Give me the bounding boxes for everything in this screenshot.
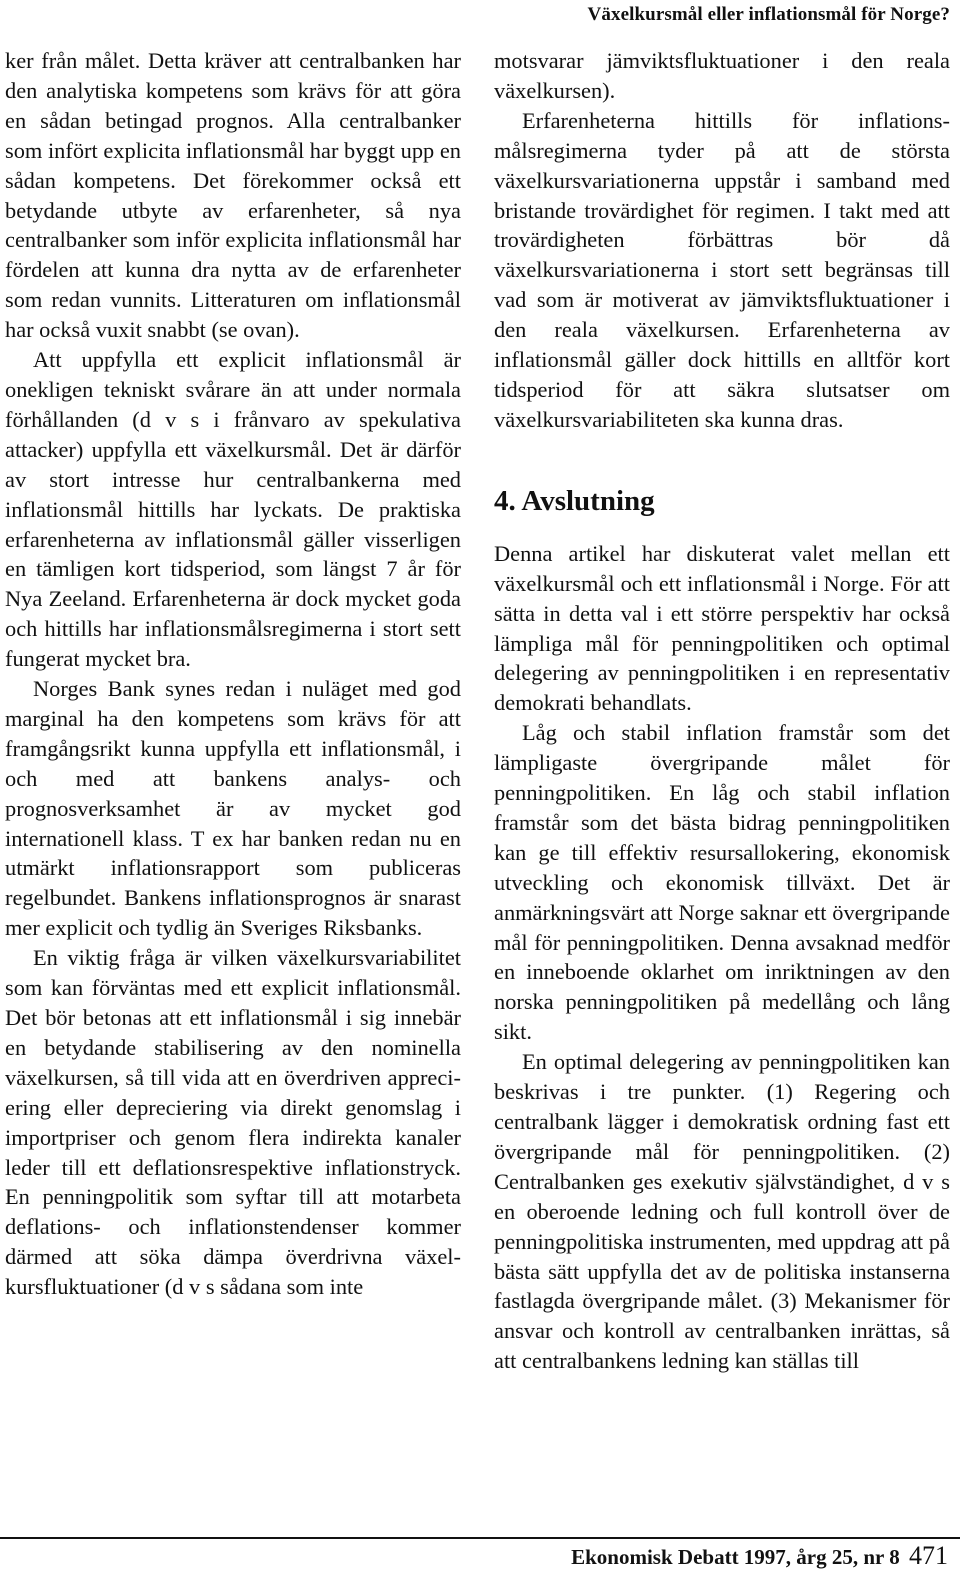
journal-citation: Ekonomisk Debatt 1997, årg 25, nr 8 — [571, 1545, 900, 1569]
paragraph: Låg och stabil inflation framstår som det lämpligaste övergripande målet för penningpolitiken. En låg och stabil inflation framstår som det bästa bidrag penningpolitiken kan ge till effektiv resursallokering, ekonomisk utveckling och ekonomisk tillväxt. Det är anmärkningsvärt att Norge saknar ett övergripande mål för penningpolitiken. Denna avsaknad medför en inneboende oklarhet om inriktningen av den norska penningpolitiken på medellång och lång sikt. — [494, 720, 950, 1045]
footer-rule — [0, 1537, 960, 1539]
paragraph: Denna artikel har diskuterat valet mellan ett växelkursmål och ett inflationsmål i Norge. För att sätta in detta val i ett större perspektiv har också lämpliga mål för penningpolitiken och optimal delegering av penningpolitiken i en representativ demokrati behandlats. — [494, 540, 950, 716]
paragraph: ker från målet. Detta kräver att centralbanken har den analytiska kompetens som krävs för att göra en sådan betingad prognos. Alla centralbanker som infört explicita inflationsmål har byggt upp en sådan kompetens. Det förekommer också ett betydande utbyte av erfarenheter, så nya centralbanker som inför explicita inflationsmål har fördelen att kunna dra nytta av de erfarenheter som redan vunnits. Litteraturen om inflationsmål har också vuxit snabbt (se ovan). — [5, 48, 461, 343]
left-column — [5, 46, 461, 1302]
paragraph: En optimal delegering av penningpolitiken kan beskrivas i tre punkter. (1) Regering och centralbank lägger i demokratisk ordning fast ett övergripande mål för penningpolitiken. (2) Centralbanken ges exekutiv självständighet, d v s en oberoende ledning och full kontroll över de penningpolitiska instrumenten, med uppdrag att på bästa sätt uppfylla det av de politiska instanserna fastlagda övergripande målet. (3) Mekanismer för ansvar och kontroll av centralbanken inrättas, så att centralbankens ledning kan ställas till — [494, 1049, 950, 1374]
right-column — [494, 46, 950, 1376]
running-head: Växelkursmål eller inflationsmål för Norge? — [587, 4, 950, 25]
page-number: 471 — [909, 1541, 948, 1570]
paragraph: Att uppfylla ett explicit inflationsmål är onekligen tekniskt svårare än att under normala förhållanden (d v s i frånvaro av spekulativa attacker) uppfylla ett växelkursmål. Det är därför av stort intresse hur centralbankerna med inflationsmål hittills har lyckats. De praktiska erfarenheterna av inflationsmål gäller visserligen en tämligen kort tidsperiod, som längst 7 år för Nya Zeeland. Erfarenheterna är dock mycket goda och hittills har inflationsmålsregimerna i stort sett fungerat mycket bra. — [5, 347, 461, 672]
page-footer — [571, 1541, 948, 1571]
paragraph: En viktig fråga är vilken växelkursvariabilitet som kan förväntas med ett explicit inflationsmål. Det bör betonas att ett inflationsmål i sig innebär en betydande stabilisering av den nominella växelkursen, så till vida att en överdriven appreciering eller depreciering via direkt genomslag i importpriser och genom flera indirekta kanaler leder till ett deflationsrespektive inflationstryck. En penningpolitik som syftar till att motarbeta deflations- och inflationstendenser kommer därmed att söka dämpa överdrivna växelkursfluktuationer (d v s sådana som inte — [5, 945, 461, 1300]
paragraph: Norges Bank synes redan i nuläget med god marginal ha den kompetens som krävs för att framgångsrikt kunna uppfylla ett inflationsmål, i och med att bankens analys- och prognosverksamhet är av mycket god internationell klass. T ex har banken redan nu en utmärkt inflationsrapport som publiceras regelbundet. Bankens inflationsprognos är snarast mer explicit och tydlig än Sveriges Riksbanks. — [5, 676, 461, 941]
section-heading: 4. Avslutning — [494, 484, 655, 517]
paragraph: motsvarar jämviktsfluktuationer i den reala växelkursen). — [494, 48, 950, 103]
paragraph: Erfarenheterna hittills för inflationsmålsregimerna tyder på att de största växelkursvariationerna uppstår i samband med bristande trovärdighet för regimen. I takt med att trovärdigheten förbättras bör då växelkursvariationerna i stort sett begränsas till vad som är motiverat av jämviktsfluktuationer i den reala växelkursen. Erfarenheterna av inflationsmål gäller dock hittills en alltför kort tidsperiod för att säkra slutsatser om växelkursvariabiliteten ska kunna dras. — [494, 107, 950, 432]
